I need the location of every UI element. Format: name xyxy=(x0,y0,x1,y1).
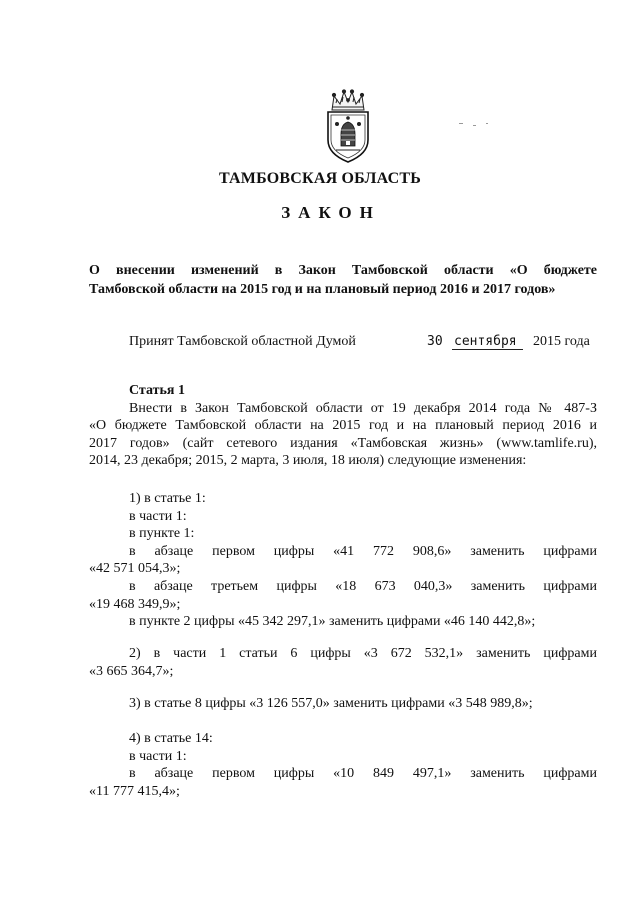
adoption-day: 30 xyxy=(427,334,443,349)
paragraph-line: в части 1: xyxy=(129,508,187,524)
paragraph-line: в абзаце третьем цифры «18 673 040,3» заменить цифрами xyxy=(129,578,597,594)
paragraph-line: «11 777 415,4»; xyxy=(89,783,180,799)
adoption-year: 2015 года xyxy=(533,334,590,349)
amendment-item-1 xyxy=(89,490,597,631)
tambov-coat-of-arms-icon xyxy=(322,88,374,164)
amendment-item-4 xyxy=(89,730,597,800)
law-title-line: О внесении изменений в Закон Тамбовской области «О бюджете xyxy=(89,263,597,278)
region-heading: ТАМБОВСКАЯ ОБЛАСТЬ xyxy=(218,170,422,187)
paragraph-line: в абзаце первом цифры «10 849 497,1» заменить цифрами xyxy=(129,766,597,782)
adoption-line xyxy=(129,334,597,352)
paragraph-line: в пункте 2 цифры «45 342 297,1» заменить цифрами «46 140 442,8»; xyxy=(129,614,536,630)
scan-speck xyxy=(486,123,488,124)
adoption-month: сентября xyxy=(452,334,523,350)
paragraph-line: «3 665 364,7»; xyxy=(89,663,174,679)
scan-speck xyxy=(459,123,463,124)
law-title xyxy=(89,261,597,299)
paragraph-line: в абзаце первом цифры «41 772 908,6» заменить цифрами xyxy=(129,543,597,559)
paragraph-line: 4) в статье 14: xyxy=(129,731,213,746)
paragraph-line: 2014, 23 декабря; 2015, 2 марта, 3 июля, 18 июля) следующие изменения: xyxy=(89,453,527,469)
law-title-line: Тамбовской области на 2015 год и на плановый период 2016 и 2017 годов» xyxy=(89,282,556,297)
paragraph-line: 1) в статье 1: xyxy=(129,491,206,506)
paragraph-line: 2) в части 1 статьи 6 цифры «3 672 532,1» заменить цифрами xyxy=(129,646,597,661)
document-type-heading: ЗАКОН xyxy=(281,203,381,222)
paragraph-line: «42 571 054,3»; xyxy=(89,561,181,577)
paragraph-line: «О бюджете Тамбовской области на 2015 год и на плановый период 2016 и xyxy=(89,418,597,434)
paragraph-line: в части 1: xyxy=(129,748,187,764)
paragraph-line: 3) в статье 8 цифры «3 126 557,0» заменить цифрами «3 548 989,8»; xyxy=(129,696,533,711)
paragraph-line: 2017 годов» (сайт сетевого издания «Тамбовская жизнь» (www.tamlife.ru), xyxy=(89,435,597,451)
article-1-intro xyxy=(89,382,597,470)
adopted-by: Принят Тамбовской областной Думой xyxy=(129,334,356,349)
article-heading: Статья 1 xyxy=(129,383,185,398)
paragraph-line: «19 468 349,9»; xyxy=(89,596,181,612)
paragraph-line: в пункте 1: xyxy=(129,526,195,542)
paragraph-line: Внести в Закон Тамбовской области от 19 декабря 2014 года № 487-З xyxy=(129,400,597,416)
amendment-item-3 xyxy=(89,695,597,713)
amendment-item-2 xyxy=(89,645,597,680)
scan-speck xyxy=(473,125,476,126)
